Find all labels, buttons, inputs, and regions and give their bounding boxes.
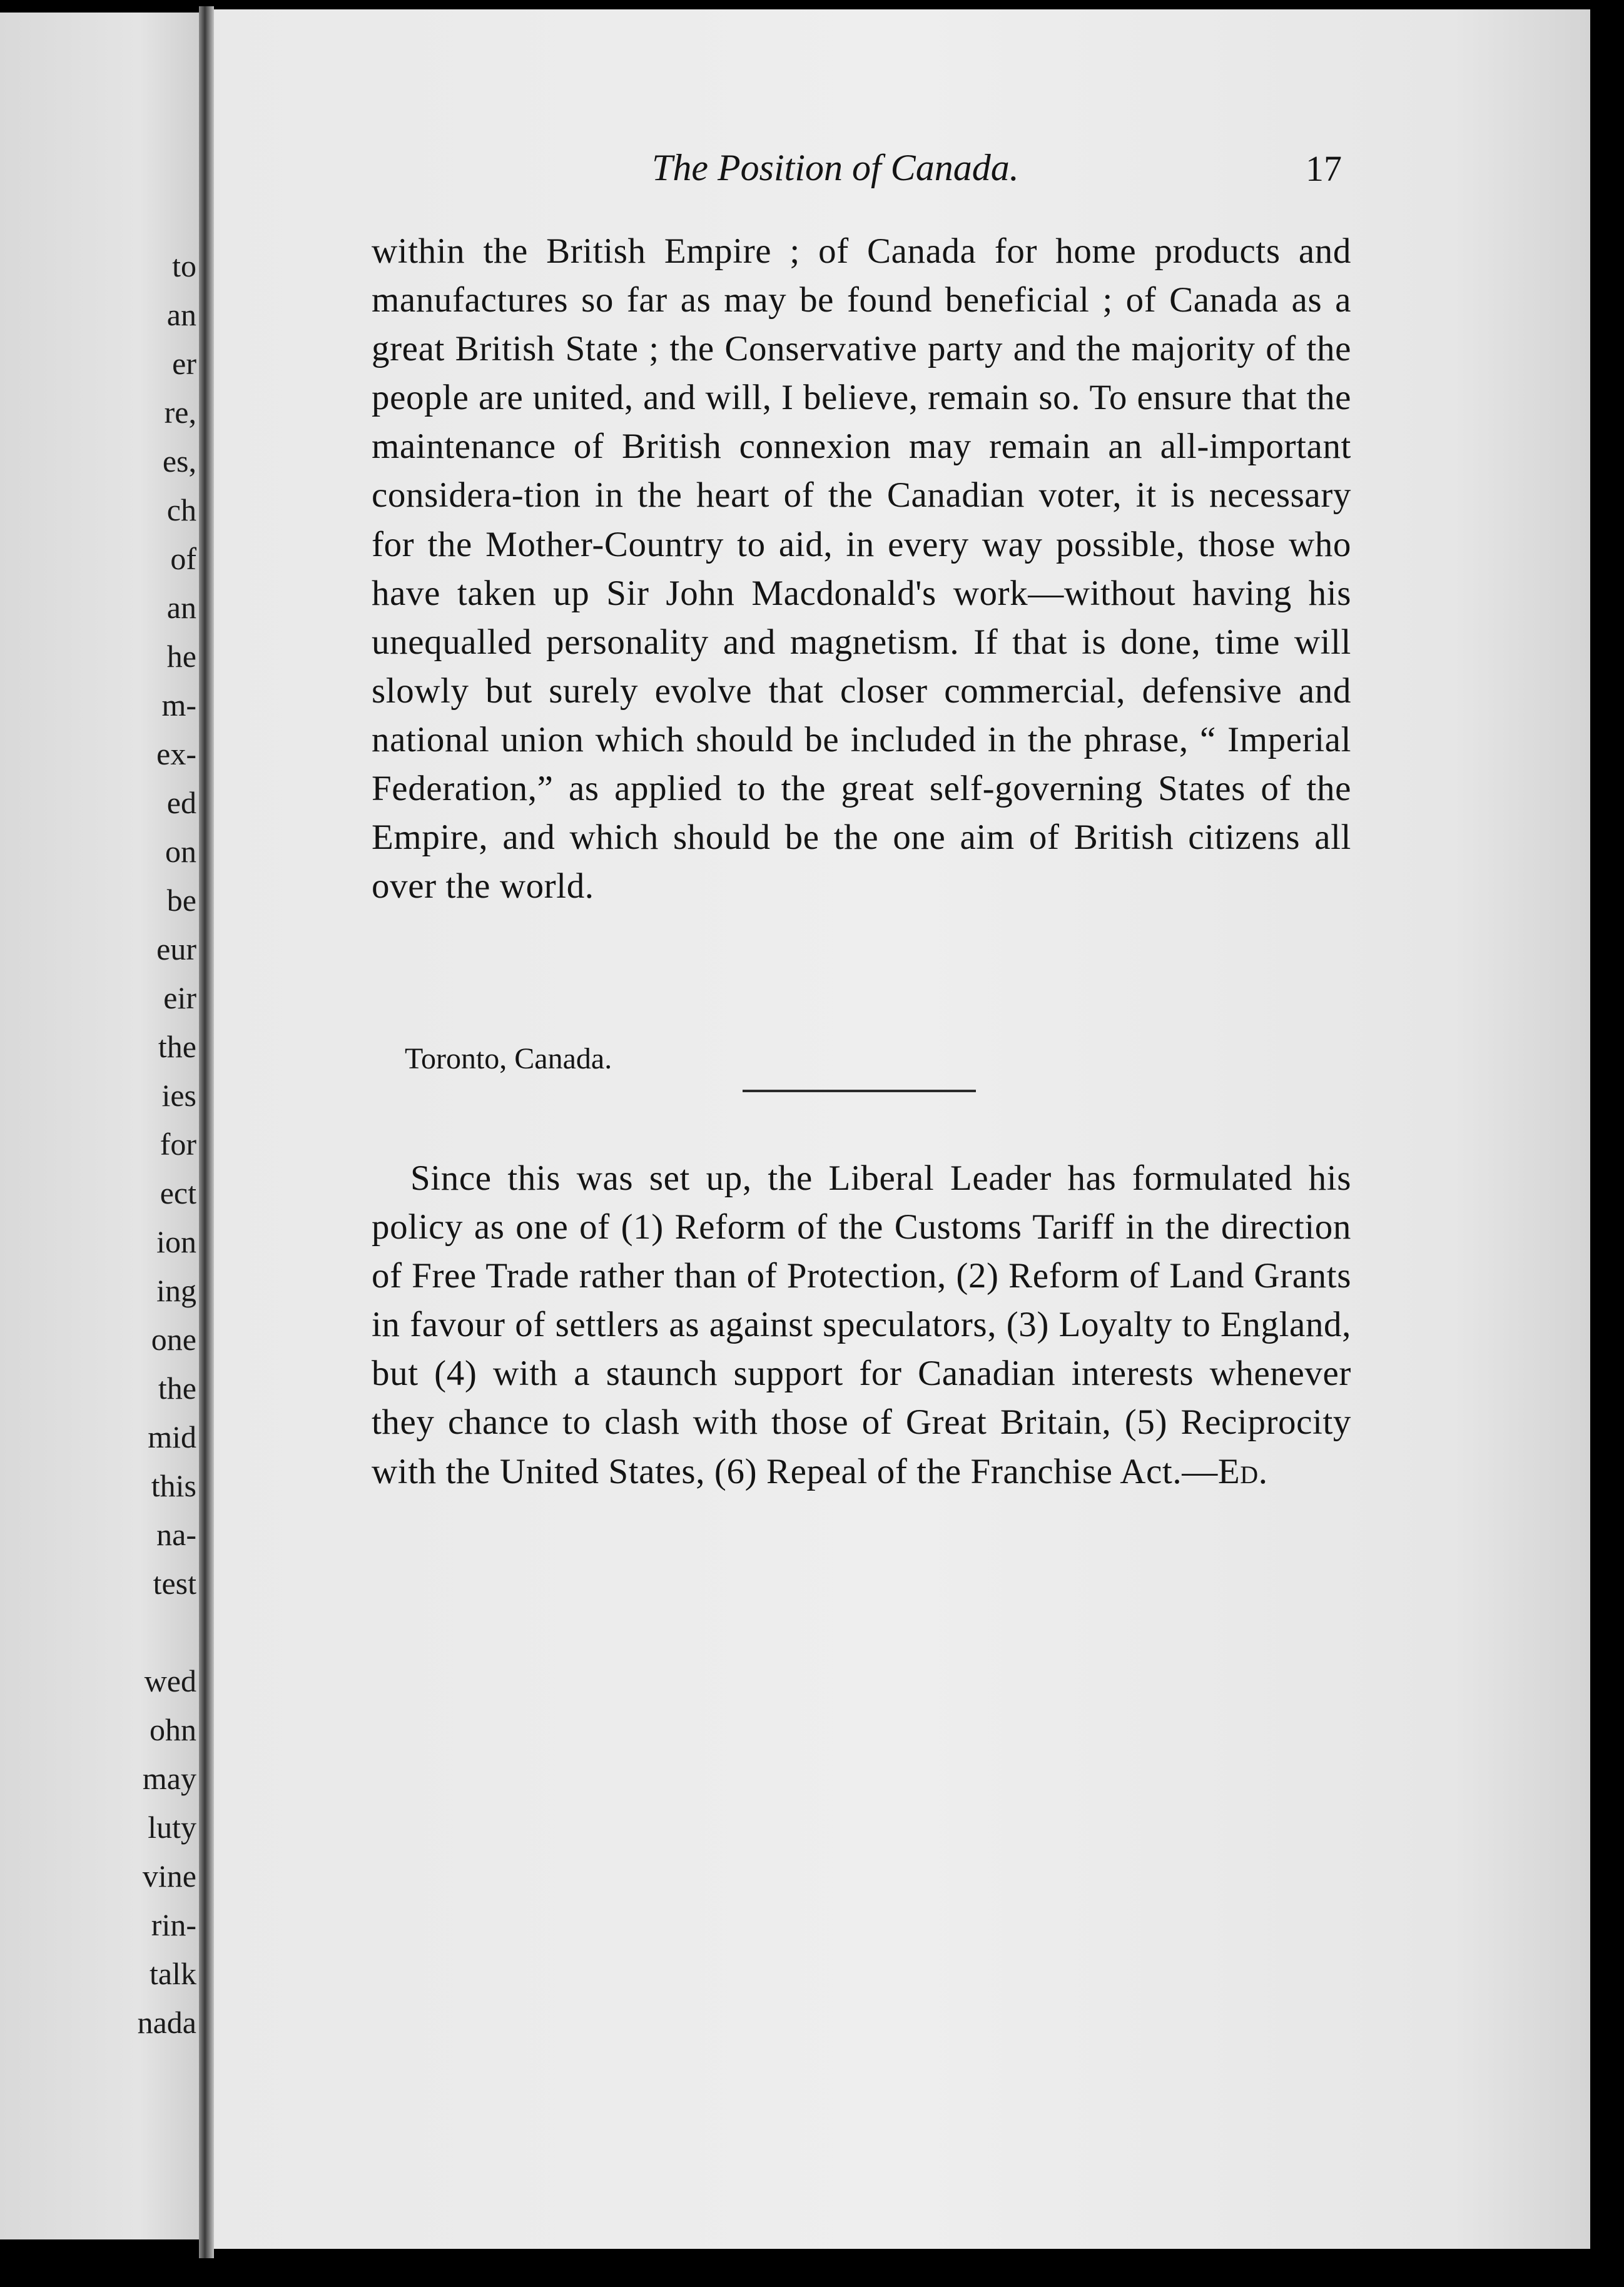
left-page-fragment: eir <box>163 980 196 1015</box>
left-page-fragment: luty <box>148 1810 196 1845</box>
left-page-fragment: ex- <box>156 736 196 771</box>
left-page-fragment: mid <box>148 1419 196 1454</box>
left-page-fragment: an <box>166 297 196 332</box>
left-page-fragment: for <box>160 1127 196 1162</box>
left-page-fragment: vine <box>142 1859 196 1894</box>
left-page-fragment: ohn <box>150 1712 196 1747</box>
signature-place: Toronto, Canada. <box>405 1042 612 1075</box>
left-page-fragment: ion <box>156 1224 196 1259</box>
editor-signature: Ed. <box>1217 1451 1268 1491</box>
left-page-fragment: wed <box>144 1663 196 1698</box>
left-page-fragment: ect <box>160 1175 196 1210</box>
left-page-fragment: the <box>158 1371 196 1406</box>
left-page-fragment: rin- <box>151 1907 196 1942</box>
left-page-fragment: ed <box>166 785 196 820</box>
left-page-fragment: one <box>151 1322 196 1357</box>
left-page-fragment: may <box>142 1761 196 1796</box>
section-divider-rule <box>743 1090 976 1092</box>
left-page-fragment: m- <box>161 687 196 723</box>
right-page <box>214 9 1590 2249</box>
left-page-fragment: re, <box>164 395 196 430</box>
left-page-fragment: ing <box>156 1273 196 1308</box>
left-page-fragment: ch <box>166 492 196 527</box>
running-head: The Position of Canada. <box>652 147 1019 188</box>
editor-note <box>372 1154 1351 1496</box>
left-page-fragment: of <box>170 541 196 576</box>
left-page-fragment: es, <box>162 444 196 479</box>
left-page-fragment: nada <box>137 2005 196 2040</box>
main-paragraph: within the British Empire ; of Canada for home products and manufactures so far as may be found beneficial ; of Canada as a great British State ; the Conservative party and the majority of the people are united, and will, I believe, remain so. To ensure that the maintenance of British connexion may remain an all-important considera-tion in the heart of the Canadian voter, it is necessary for the Mother-Country to aid, in every way possible, those who have taken up Sir John Macdonald's work—without having his unequalled personality and magnetism. If that is done, time will slowly but surely evolve that closer commercial, defensive and national union which should be included in the phrase, “ Imperial Federation,” as applied to the great self-governing States of the Empire, and which should be the one aim of British citizens all over the world. <box>372 231 1351 906</box>
left-page-fragment: ies <box>161 1078 196 1113</box>
left-page-fragment: this <box>151 1468 196 1503</box>
editor-note-text: Since this was set up, the Liberal Leader has formulated his policy as one of (1) Reform of the Customs Tariff in the direction of Free Trade rather than of Protection, (2) Reform of Land Grants in favour of settlers as against speculators, (3) Loyalty to England, but (4) with a staunch support for Canadian interests whenever they chance to clash with those of Great Britain, (5) Reciprocity with the United States, (6) Repeal of the Franchise Act.— <box>372 1159 1351 1491</box>
left-page-fragment: er <box>172 346 196 381</box>
left-page-fragment: the <box>158 1029 196 1064</box>
left-page-fragment: an <box>166 590 196 625</box>
left-page <box>0 13 199 2239</box>
left-page-fragment: on <box>165 834 196 869</box>
left-page-fragment: he <box>166 639 196 674</box>
left-page-fragment: test <box>153 1566 196 1601</box>
left-page-fragment: eur <box>156 931 196 966</box>
scan-border <box>1590 0 1624 2287</box>
page-number: 17 <box>1306 148 1342 189</box>
left-page-fragment: na- <box>156 1517 196 1552</box>
book-gutter <box>199 6 214 2258</box>
left-page-fragment: talk <box>150 1956 196 1991</box>
left-page-fragment: be <box>166 883 196 918</box>
left-page-fragment: to <box>172 248 196 283</box>
